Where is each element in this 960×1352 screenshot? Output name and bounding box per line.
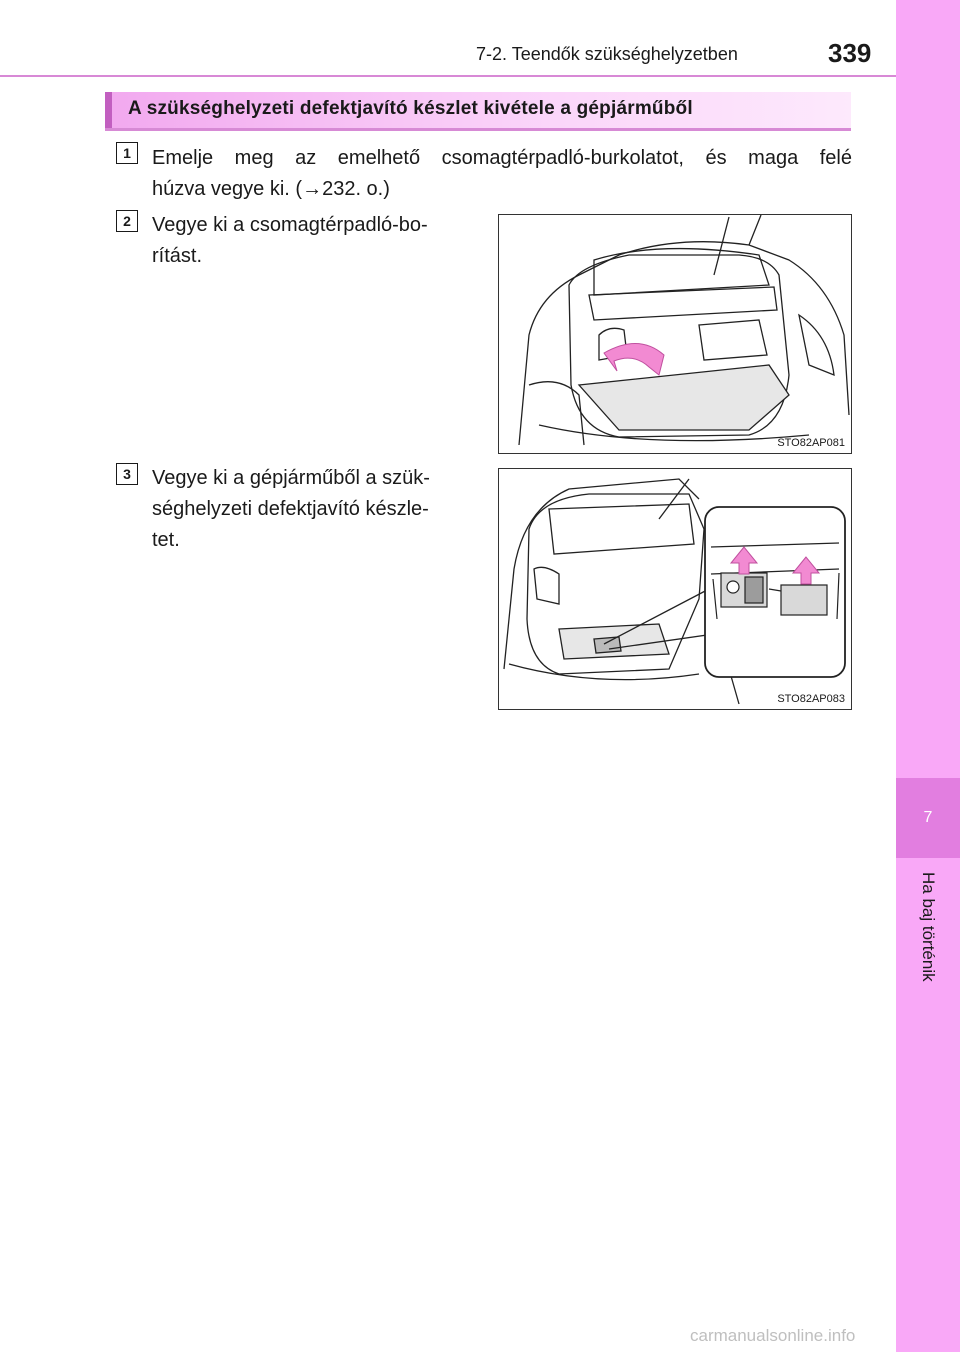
chapter-number: 7 bbox=[923, 809, 933, 826]
page-number: 339 bbox=[828, 38, 872, 68]
step-1-line-2: húzva vegye ki. (→232. o.) bbox=[152, 178, 390, 200]
chapter-title: Ha baj történik bbox=[919, 872, 938, 982]
step-3-line-2: séghelyzeti defektjavító készle- bbox=[152, 498, 429, 520]
section-banner-underline bbox=[105, 128, 851, 131]
chapter-number-tab[interactable] bbox=[896, 778, 960, 858]
step-2-line-1: Vegye ki a csomagtérpadló-bo- bbox=[152, 214, 428, 236]
watermark: carmanualsonline.info bbox=[690, 1326, 856, 1345]
step-1-line-1: Emelje meg az emelhető csomagtérpadló-burkolatot, és maga felé bbox=[152, 147, 852, 169]
step-3-line-1: Vegye ki a gépjárműből a szük- bbox=[152, 467, 430, 489]
repair-kit-illustration bbox=[499, 469, 851, 709]
section-title: A szükséghelyzeti defektjavító készlet kivétele a gépjárműből bbox=[128, 98, 693, 119]
figure-repair-kit-removal bbox=[498, 468, 852, 710]
side-tab bbox=[896, 0, 960, 1352]
step-2-text bbox=[152, 210, 482, 272]
trunk-illustration bbox=[499, 215, 851, 453]
chapter-title-vertical bbox=[896, 872, 960, 1012]
header-rule bbox=[0, 75, 896, 77]
figure-trunk-floor-removal bbox=[498, 214, 852, 454]
figure-code-2: STO82AP083 bbox=[777, 693, 845, 705]
step-badge-2: 2 bbox=[116, 210, 138, 232]
step-badge-3: 3 bbox=[116, 463, 138, 485]
figure-code-1: STO82AP081 bbox=[777, 437, 845, 449]
step-3-line-3: tet. bbox=[152, 529, 180, 551]
step-1-text bbox=[152, 143, 852, 205]
step-2-line-2: rítást. bbox=[152, 245, 203, 267]
step-3-text bbox=[152, 463, 482, 556]
step-badge-1: 1 bbox=[116, 142, 138, 164]
header-section-title: 7-2. Teendők szükséghelyzetben bbox=[476, 44, 738, 64]
